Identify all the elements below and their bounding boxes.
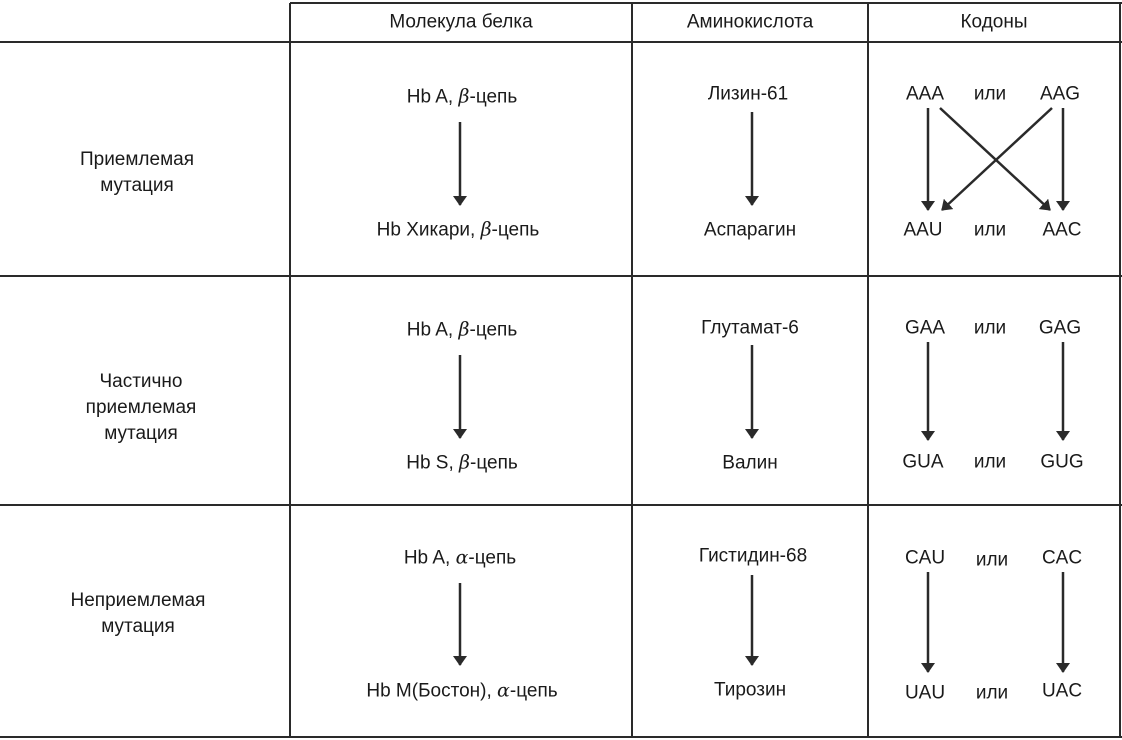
codon-or-row1-to: или (973, 219, 1007, 241)
codon-row1-from-1: AAA (905, 83, 945, 105)
codon-row2-from-2: GAG (1038, 317, 1082, 339)
protein-to-row3: Hb M(Бостон), α-цепь (366, 679, 558, 702)
amino-to-row2: Валин (722, 452, 778, 474)
codon-row2-to-2: GUG (1040, 451, 1084, 473)
codon-or-row2-from: или (973, 317, 1007, 339)
codon-or-row3-from: или (975, 549, 1009, 571)
protein-from-row1: Hb A, β-цепь (406, 85, 518, 108)
protein-to-row2: Hb S, β-цепь (406, 451, 518, 474)
codon-row3-from-2: CAC (1041, 547, 1083, 569)
protein-to-row1: Hb Хикари, β-цепь (376, 218, 540, 241)
codon-row3-from-1: CAU (904, 547, 946, 569)
protein-from-row3: Hb A, α-цепь (403, 546, 517, 569)
row-label-partially-acceptable: Частично приемлемая мутация (85, 371, 197, 444)
codon-arrow-row1-cross2 (942, 108, 1052, 210)
amino-to-row1: Аспарагин (703, 219, 797, 241)
row-label-unacceptable: Неприемлемая мутация (70, 590, 206, 637)
amino-from-row3: Гистидин-68 (698, 545, 808, 567)
codon-row3-to-1: UAU (904, 682, 946, 704)
header-codons: Кодоны (960, 11, 1028, 33)
amino-to-row3: Тирозин (713, 679, 787, 701)
codon-arrow-row1-cross1 (940, 108, 1050, 210)
amino-from-row2: Глутамат-6 (701, 317, 799, 339)
codon-or-row1-from: или (973, 83, 1007, 105)
codon-row1-to-1: AAU (903, 219, 943, 241)
amino-from-row1: Лизин-61 (707, 83, 789, 105)
codon-row2-to-1: GUA (902, 451, 944, 473)
codon-row2-from-1: GAA (904, 317, 946, 339)
codon-row3-to-2: UAC (1041, 680, 1083, 702)
codon-row1-to-2: AAC (1042, 219, 1082, 241)
protein-from-row2: Hb A, β-цепь (406, 318, 518, 341)
row-label-acceptable: Приемлемая мутация (79, 149, 195, 196)
header-amino-acid: Аминокислота (686, 11, 814, 33)
codon-or-row3-to: или (975, 682, 1009, 704)
header-protein: Молекула белка (389, 11, 533, 33)
codon-row1-from-2: AAG (1039, 83, 1081, 105)
codon-or-row2-to: или (973, 451, 1007, 473)
